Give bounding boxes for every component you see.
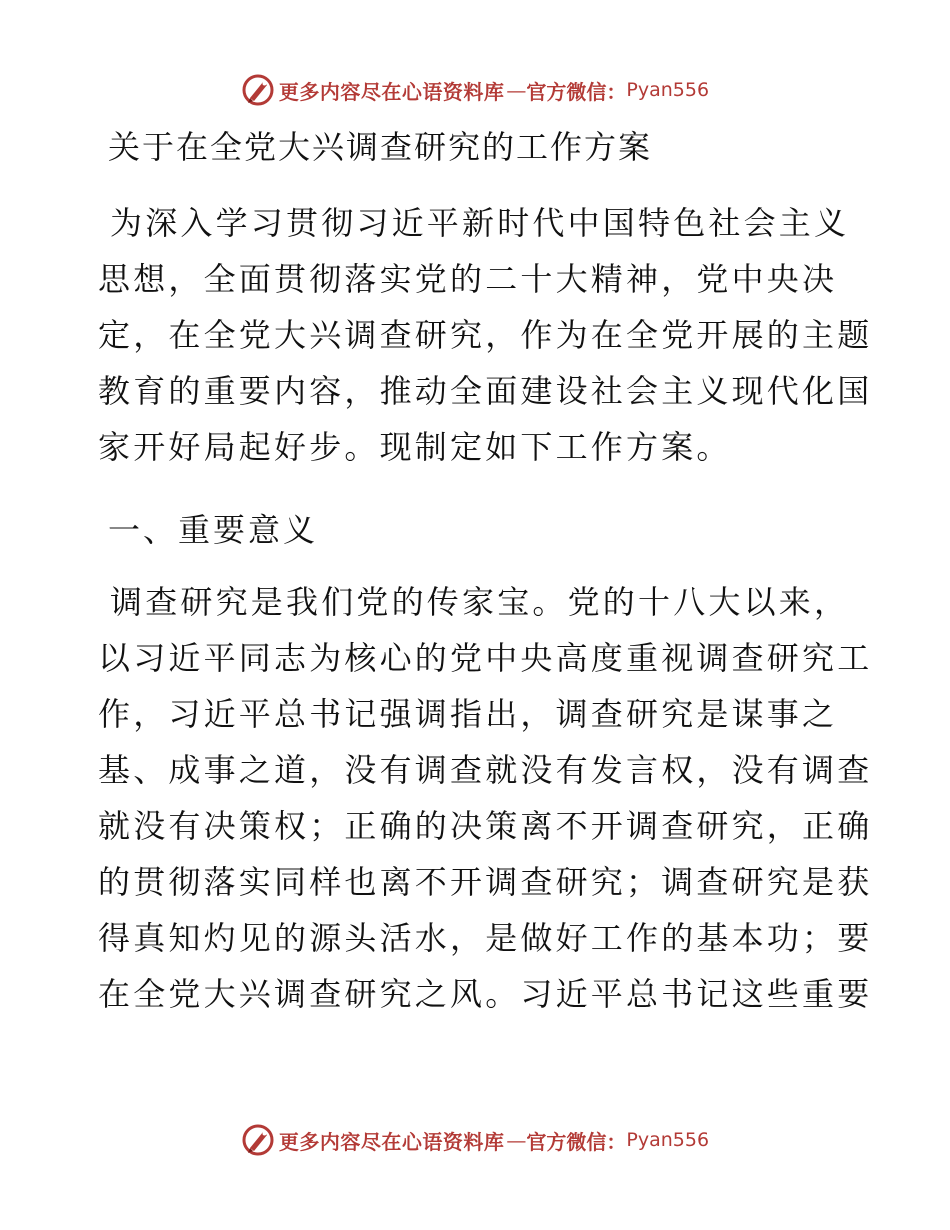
intro-paragraph bbox=[98, 195, 873, 475]
paragraph-line: 思想，全面贯彻落实党的二十大精神，党中央决 bbox=[98, 260, 838, 298]
section-heading: 一、重要意义 bbox=[108, 511, 319, 549]
paragraph-line: 定，在全党大兴调查研究，作为在全党开展的主题 bbox=[98, 316, 873, 354]
banner-main-text: 更多内容尽在心语资料库 bbox=[278, 79, 505, 104]
footer-banner bbox=[0, 1120, 950, 1160]
banner-dash: — bbox=[506, 78, 525, 102]
paragraph-line: 就没有决策权；正确的决策离不开调查研究，正确 bbox=[98, 807, 873, 845]
paragraph-line: 在全党大兴调查研究之风。习近平总书记这些重要 bbox=[98, 975, 873, 1013]
paragraph-line: 为深入学习贯彻习近平新时代中国特色社会主义 bbox=[110, 204, 850, 242]
banner-main-text: 更多内容尽在心语资料库 bbox=[278, 1129, 505, 1154]
document-title: 关于在全党大兴调查研究的工作方案 bbox=[108, 128, 653, 166]
banner-wechat-id: Pyan556 bbox=[626, 79, 710, 101]
banner-wechat-id: Pyan556 bbox=[626, 1129, 710, 1151]
section-paragraph bbox=[98, 574, 873, 1022]
paragraph-line: 得真知灼见的源头活水，是做好工作的基本功；要 bbox=[98, 919, 873, 957]
paragraph-line: 调查研究是我们党的传家宝。党的十八大以来， bbox=[110, 583, 850, 621]
paragraph-line: 作，习近平总书记强调指出，调查研究是谋事之 bbox=[98, 695, 838, 733]
paragraph-line: 家开好局起好步。现制定如下工作方案。 bbox=[98, 428, 732, 466]
paragraph-line: 基、成事之道，没有调查就没有发言权，没有调查 bbox=[98, 751, 873, 789]
paragraph-line: 以习近平同志为核心的党中央高度重视调查研究工 bbox=[98, 639, 873, 677]
banner-wechat-label: 官方微信： bbox=[526, 1129, 627, 1154]
pen-logo-icon bbox=[241, 73, 275, 107]
pen-logo-icon bbox=[241, 1123, 275, 1157]
banner-wechat-label: 官方微信： bbox=[526, 79, 627, 104]
header-banner bbox=[0, 70, 950, 110]
paragraph-line: 的贯彻落实同样也离不开调查研究；调查研究是获 bbox=[98, 863, 873, 901]
banner-dash: — bbox=[506, 1128, 525, 1152]
paragraph-line: 教育的重要内容，推动全面建设社会主义现代化国 bbox=[98, 372, 873, 410]
